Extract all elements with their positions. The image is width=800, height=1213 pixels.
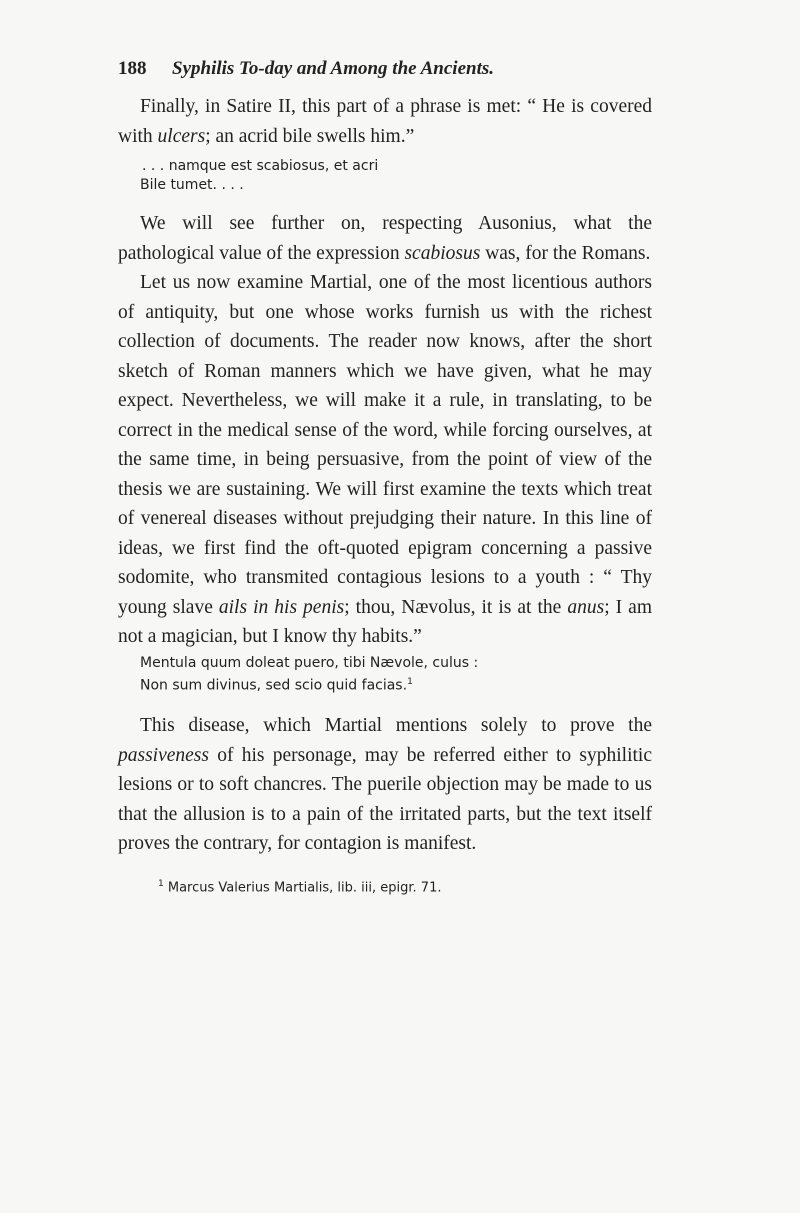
italic-term: passiveness bbox=[118, 744, 209, 766]
running-header bbox=[118, 58, 652, 92]
quote-line: Bile tumet. . . . bbox=[140, 177, 244, 193]
latin-quote-epigram bbox=[118, 654, 652, 696]
latin-quote-satire bbox=[118, 157, 652, 195]
paragraph-text: ; thou, Nævolus, it is at the bbox=[344, 596, 568, 618]
page-number: 188 bbox=[118, 58, 147, 79]
footnote-mark: 1 bbox=[158, 878, 164, 889]
footnote-reference[interactable]: 1 bbox=[407, 676, 413, 687]
paragraph-text: ; an acrid bile swells him.” bbox=[205, 125, 415, 147]
paragraph-text: Let us now examine Martial, one of the most licentious authors of antiquity, but one whose works furnish us with the richest collection of documents. The reader now knows, after the short sketch of Roman manners which we have given, what he may expect. Nevertheless, we will make it a rule, in translating, to be correct in the medical sense of the word, while forcing ourselves, at the same time, in being persuasive, from the point of view of the thesis we are sustaining. We will first examine the texts which treat of venereal diseases without prejudging their nature. In this line of ideas, we first find the oft-quoted epigram concerning a passive sodomite, who transmited contagious lesions to a youth : “ Thy young slave bbox=[118, 272, 652, 618]
paragraph-text: ; I am not a magician, but I know thy habits.” bbox=[118, 596, 652, 647]
paragraph-ausonius bbox=[118, 209, 652, 268]
paragraph-text: was, for the Romans. bbox=[480, 242, 651, 264]
footnote bbox=[118, 879, 652, 895]
book-page bbox=[118, 58, 652, 895]
paragraph-text: Finally, in Satire II, this part of a phrase is met: “ He is covered with bbox=[118, 96, 652, 147]
footnote-text: Marcus Valerius Martialis, lib. iii, epigr. 71. bbox=[163, 879, 442, 895]
quote-line: . . . namque est scabiosus, et acri bbox=[142, 158, 379, 174]
quote-line-text: Non sum divinus, sed scio quid facias. bbox=[140, 677, 408, 694]
paragraph-text: This disease, which Martial mentions solely to prove the bbox=[140, 715, 652, 737]
quote-line bbox=[140, 673, 652, 696]
paragraph-text: of his personage, may be referred either to syphilitic lesions or to soft chancres. The puerile objection may be made to us that the allusion is to a pain of the irritated parts, but the text itself proves the contrary, for contagion is manifest. bbox=[118, 744, 652, 855]
paragraph-disease bbox=[118, 711, 652, 859]
paragraph-martial bbox=[118, 268, 652, 652]
italic-term: anus bbox=[567, 596, 605, 618]
paragraph-text: We will see further on, respecting Ausonius, what the pathological value of the expression bbox=[118, 213, 652, 264]
running-title: Syphilis To-day and Among the Ancients. bbox=[172, 58, 494, 79]
paragraph-satire bbox=[118, 92, 652, 151]
italic-term: scabiosus bbox=[404, 242, 481, 264]
italic-term: ails in his penis bbox=[218, 596, 345, 618]
quote-line: Mentula quum doleat puero, tibi Nævole, culus : bbox=[140, 654, 479, 671]
italic-term: ulcers bbox=[157, 125, 206, 147]
